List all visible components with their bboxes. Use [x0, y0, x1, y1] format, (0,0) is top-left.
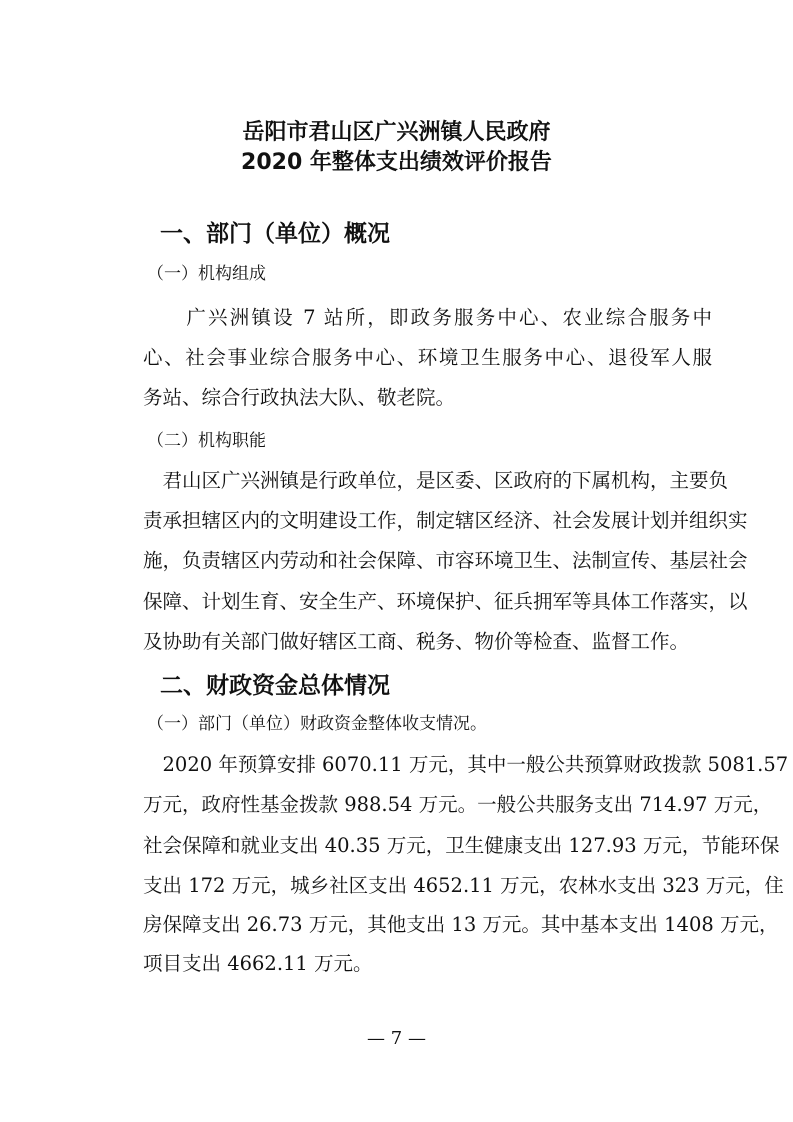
- section-1-heading: 一、部门（单位）概况: [160, 221, 390, 247]
- paragraph-line: 务站、综合行政执法大队、敬老院。: [143, 386, 456, 409]
- paragraph-line: 万元，政府性基金拨款 988.54 万元。一般公共服务支出 714.97 万元，: [143, 793, 773, 816]
- paragraph-line: 及协助有关部门做好辖区工商、税务、物价等检查、监督工作。: [143, 630, 690, 653]
- section-2-sub-1: （一）部门（单位）财政资金整体收支情况。: [147, 714, 487, 734]
- paragraph-line: 2020 年预算安排 6070.11 万元，其中一般公共预算财政拨款 5081.57: [143, 753, 789, 776]
- paragraph-line: 心、社会事业综合服务中心、环境卫生服务中心、退役军人服: [143, 346, 712, 369]
- section-1-sub-1: （一）机构组成: [147, 264, 266, 284]
- title-line-1: 岳阳市君山区广兴洲镇人民政府: [242, 120, 551, 145]
- paragraph-line: 责承担辖区内的文明建设工作，制定辖区经济、社会发展计划并组织实: [143, 509, 748, 532]
- paragraph-line: 广兴洲镇设 7 站所，即政务服务中心、农业综合服务中: [143, 306, 712, 329]
- paragraph-line: 房保障支出 26.73 万元，其他支出 13 万元。其中基本支出 1408 万元，: [143, 913, 779, 936]
- section-1-sub-2: （二）机构职能: [147, 431, 266, 451]
- paragraph-line: 施，负责辖区内劳动和社会保障、市容环境卫生、法制宣传、基层社会: [143, 549, 748, 572]
- paragraph-line: 君山区广兴洲镇是行政单位，是区委、区政府的下属机构，主要负: [143, 469, 729, 492]
- paragraph-line: 项目支出 4662.11 万元。: [143, 952, 373, 975]
- paragraph-line: 社会保障和就业支出 40.35 万元，卫生健康支出 127.93 万元，节能环保: [143, 834, 780, 857]
- page-number: — 7 —: [367, 1028, 426, 1049]
- title-line-2: 2020 年整体支出绩效评价报告: [241, 150, 552, 175]
- paragraph-line: 保障、计划生育、安全生产、环境保护、征兵拥军等具体工作落实，以: [143, 590, 748, 613]
- paragraph-line: 支出 172 万元，城乡社区支出 4652.11 万元，农林水支出 323 万元，住: [143, 874, 784, 897]
- section-2-heading: 二、财政资金总体情况: [160, 673, 390, 699]
